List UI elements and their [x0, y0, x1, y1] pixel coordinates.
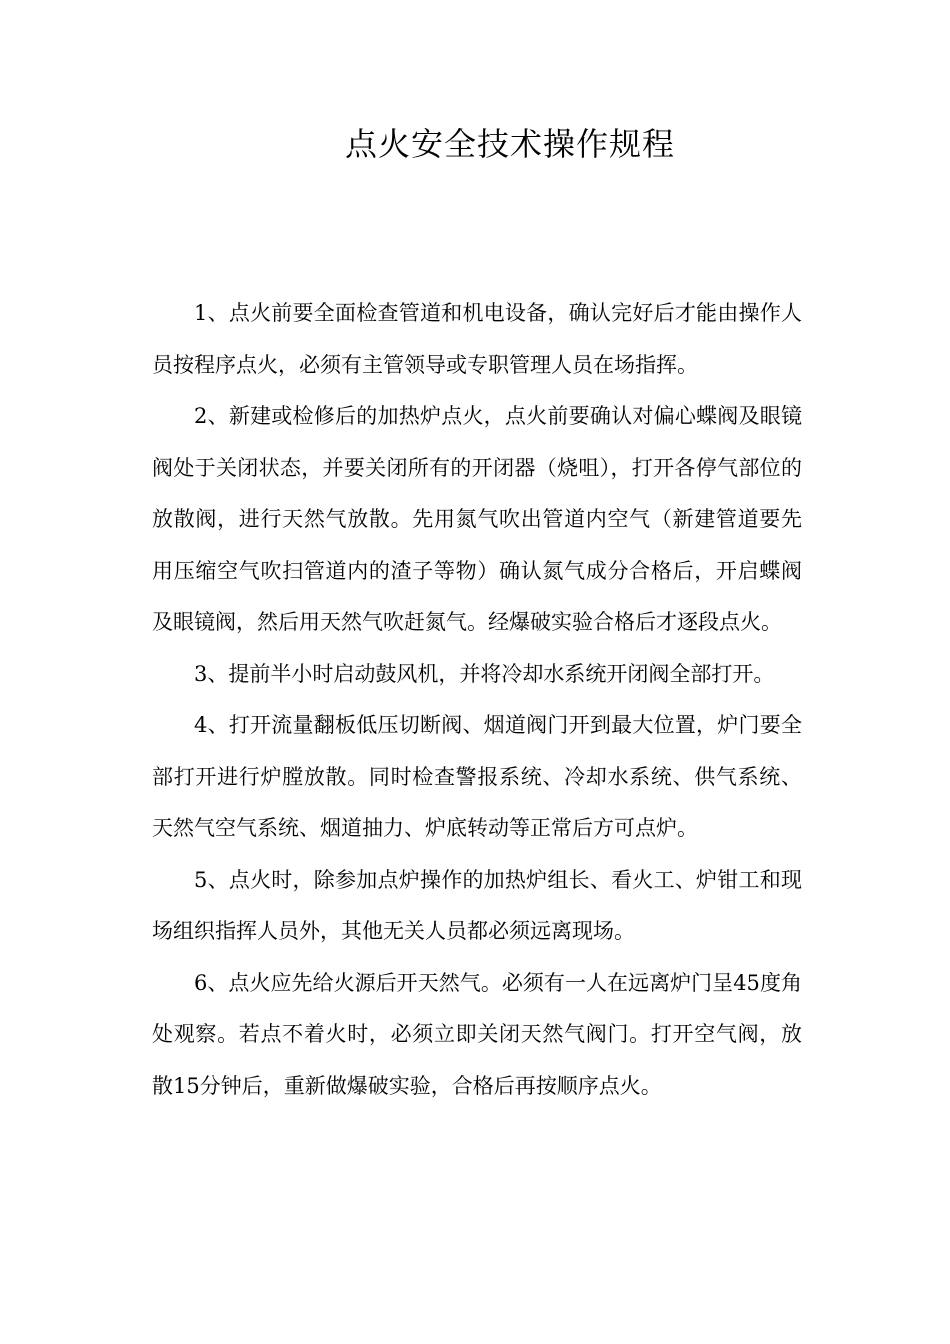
paragraph-4: 4、打开流量翻板低压切断阀、烟道阀门开到最大位置，炉门要全部打开进行炉膛放散。同时检查警报系统、冷却水系统、供气系统、天然气空气系统、烟道抽力、炉底转动等正常后方可点炉。: [152, 713, 802, 840]
document-body: [152, 288, 802, 1112]
paragraph-3: 3、提前半小时启动鼓风机，并将冷却水系统开闭阀全部打开。: [194, 661, 775, 686]
paragraph-5: 5、点火时，除参加点炉操作的加热炉组长、看火工、炉钳工和现场组织指挥人员外，其他无关人员都必须远离现场。: [152, 867, 802, 943]
document-title: 点火安全技术操作规程: [344, 125, 675, 163]
paragraph-1: 1、点火前要全面检查管道和机电设备，确认完好后才能由操作人员按程序点火，必须有主管领导或专职管理人员在场指挥。: [152, 301, 802, 377]
paragraph-2: 2、新建或检修后的加热炉点火，点火前要确认对偏心蝶阀及眼镜阀处于关闭状态，并要关闭所有的开闭器（烧咀），打开各停气部位的放散阀，进行天然气放散。先用氮气吹出管道内空气（新建管道要先用压缩空气吹扫管道内的渣子等物）确认氮气成分合格后，开启蝶阀及眼镜阀，然后用天然气吹赶氮气。经爆破实验合格后才逐段点火。: [152, 404, 802, 634]
paragraph-6: 6、点火应先给火源后开天然气。必须有一人在远离炉门呈45度角处观察。若点不着火时，必须立即关闭天然气阀门。打开空气阀，放散15分钟后，重新做爆破实验，合格后再按顺序点火。: [152, 970, 802, 1098]
